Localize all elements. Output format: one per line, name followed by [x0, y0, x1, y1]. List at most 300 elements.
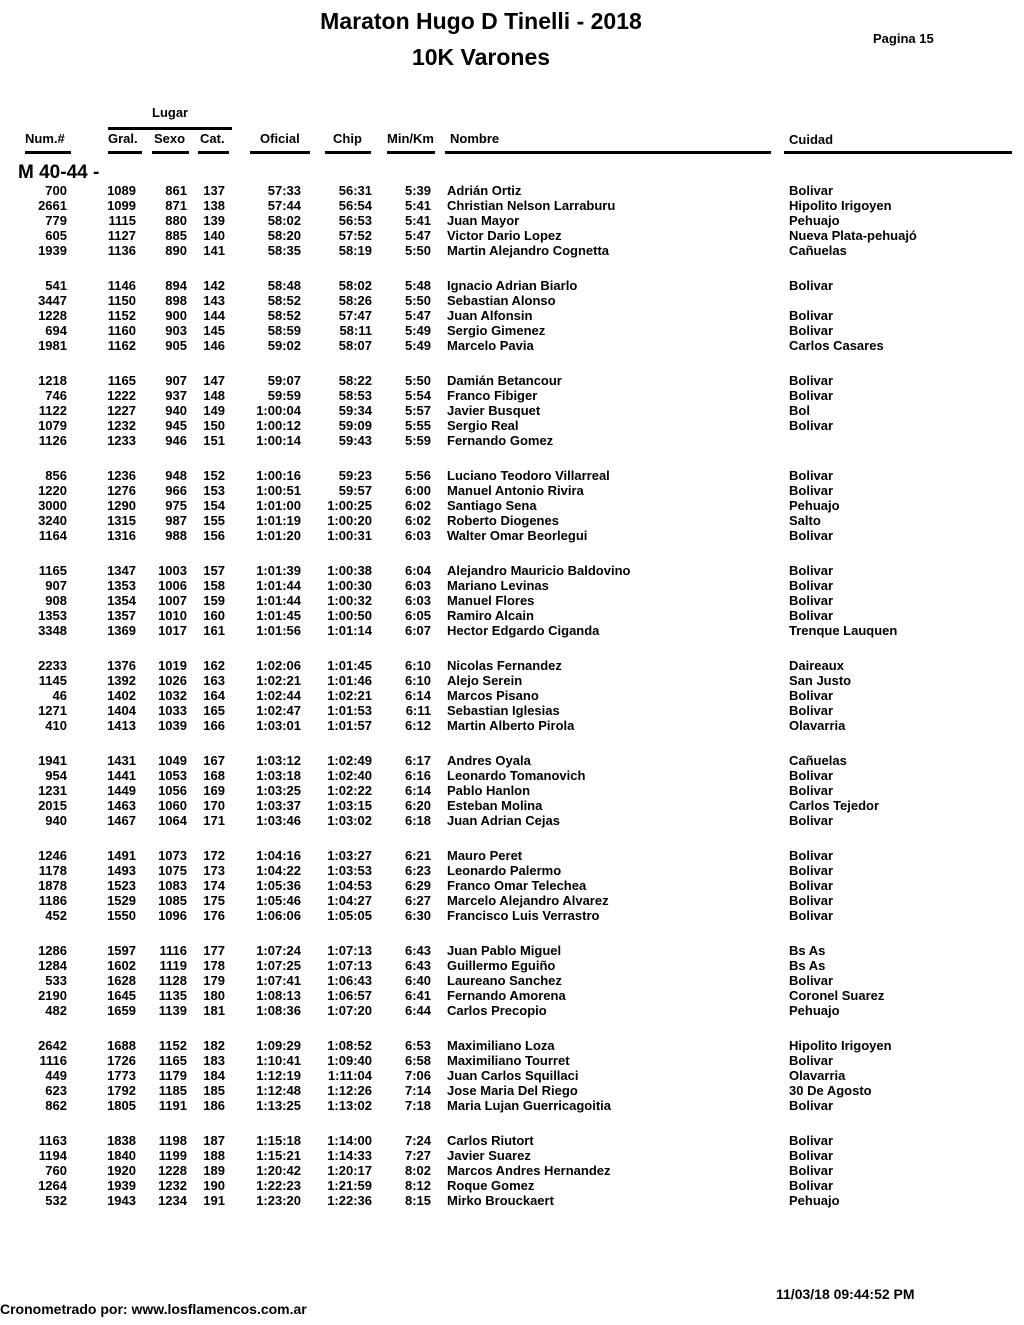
- runner-city: Bolivar: [789, 183, 834, 198]
- runner-name: Manuel Flores: [447, 593, 535, 609]
- table-row: [0, 1098, 1024, 1113]
- bib-number: 1264: [38, 1178, 67, 1194]
- place-gender: 900: [165, 308, 187, 324]
- place-general: 1628: [107, 973, 136, 989]
- column-header-ciudad: Cuidad: [789, 132, 834, 147]
- time-official: 1:15:18: [256, 1133, 301, 1148]
- runner-name: Ignacio Adrian Biarlo: [447, 278, 578, 293]
- runner-city: Bolivar: [789, 278, 834, 293]
- place-category: 188: [203, 1148, 225, 1164]
- bib-number: 1163: [38, 1133, 67, 1148]
- bib-number: 1939: [38, 243, 67, 259]
- runner-name: Adrián Ortiz: [447, 183, 522, 198]
- bib-number: 623: [45, 1083, 67, 1099]
- time-official: 1:10:41: [256, 1053, 301, 1069]
- runner-name: Santiago Sena: [447, 498, 537, 514]
- runner-name: Martin Alberto Pirola: [447, 718, 575, 734]
- place-gender: 1019: [158, 658, 187, 673]
- table-row: [0, 338, 1024, 353]
- place-general: 1491: [107, 848, 136, 863]
- time-official: 1:00:16: [256, 468, 301, 483]
- pace: 6:14: [404, 783, 431, 799]
- place-general: 1597: [107, 943, 136, 958]
- runner-name: Javier Suarez: [447, 1148, 531, 1164]
- bib-number: 907: [45, 578, 67, 594]
- place-general: 1943: [107, 1193, 136, 1209]
- time-official: 1:06:06: [256, 908, 301, 924]
- pace: 6:18: [404, 813, 431, 829]
- runner-city: Bolivar: [789, 308, 834, 324]
- place-gender: 966: [165, 483, 187, 499]
- place-category: 158: [203, 578, 225, 594]
- time-official: 1:20:42: [256, 1163, 301, 1179]
- time-official: 57:44: [267, 198, 301, 214]
- runner-city: Bolivar: [789, 813, 834, 829]
- table-row: [0, 1083, 1024, 1098]
- place-general: 1441: [107, 768, 136, 784]
- time-chip: 1:20:17: [327, 1163, 372, 1179]
- time-official: 1:03:12: [256, 753, 301, 768]
- time-chip: 1:03:53: [327, 863, 372, 879]
- time-official: 58:35: [267, 243, 301, 259]
- ciudad-underline: [784, 151, 1012, 154]
- table-row: [0, 893, 1024, 908]
- place-category: 160: [203, 608, 225, 624]
- place-category: 181: [203, 1003, 225, 1019]
- table-row: [0, 388, 1024, 403]
- pace: 6:23: [404, 863, 431, 879]
- table-row: [0, 973, 1024, 988]
- time-chip: 1:07:13: [327, 943, 372, 958]
- runner-name: Sebastian Alonso: [447, 293, 556, 309]
- runner-name: Marcelo Pavia: [447, 338, 534, 354]
- place-gender: 1010: [158, 608, 187, 624]
- place-gender: 894: [165, 278, 187, 293]
- table-row: [0, 1068, 1024, 1083]
- runner-city: Bolivar: [789, 863, 834, 879]
- time-official: 1:01:20: [256, 528, 301, 544]
- runner-city: Bolivar: [789, 893, 834, 909]
- time-official: 1:04:22: [256, 863, 301, 879]
- pace: 6:02: [404, 498, 431, 514]
- time-official: 1:03:25: [256, 783, 301, 799]
- place-category: 140: [203, 228, 225, 244]
- place-general: 1467: [107, 813, 136, 829]
- time-chip: 1:02:22: [327, 783, 372, 799]
- place-gender: 1234: [158, 1193, 187, 1209]
- pace: 6:21: [404, 848, 431, 863]
- runner-name: Sebastian Iglesias: [447, 703, 560, 719]
- place-general: 1160: [107, 323, 136, 339]
- time-chip: 1:03:15: [327, 798, 372, 814]
- time-chip: 1:00:25: [327, 498, 372, 514]
- place-general: 1659: [107, 1003, 136, 1019]
- bib-number: 449: [45, 1068, 67, 1084]
- place-category: 157: [203, 563, 225, 578]
- pace: 6:17: [404, 753, 431, 768]
- time-official: 1:03:37: [256, 798, 301, 814]
- place-category: 144: [203, 308, 225, 324]
- pace: 5:54: [404, 388, 431, 404]
- time-chip: 57:52: [338, 228, 372, 244]
- place-gender: 1179: [158, 1068, 187, 1084]
- pace: 5:56: [404, 468, 431, 483]
- bib-number: 779: [45, 213, 67, 229]
- bib-number: 2661: [38, 198, 67, 214]
- time-official: 1:01:19: [256, 513, 301, 529]
- runner-city: Cañuelas: [789, 243, 847, 259]
- bib-number: 452: [45, 908, 67, 924]
- time-chip: 56:54: [338, 198, 372, 214]
- bib-number: 2642: [38, 1038, 67, 1053]
- table-row: [0, 673, 1024, 688]
- time-chip: 58:07: [338, 338, 372, 354]
- time-chip: 1:06:57: [327, 988, 372, 1004]
- time-chip: 1:05:05: [327, 908, 372, 924]
- bib-number: 1228: [38, 308, 67, 324]
- time-official: 1:02:47: [256, 703, 301, 719]
- place-gender: 1085: [158, 893, 187, 909]
- time-official: 58:52: [267, 308, 301, 324]
- place-gender: 1075: [158, 863, 187, 879]
- place-general: 1127: [107, 228, 136, 244]
- runner-city: Bolivar: [789, 528, 834, 544]
- bib-number: 2233: [38, 658, 67, 673]
- place-general: 1165: [107, 373, 136, 388]
- runner-city: Salto: [789, 513, 821, 529]
- time-official: 58:48: [267, 278, 301, 293]
- table-row: [0, 863, 1024, 878]
- place-category: 163: [203, 673, 225, 689]
- table-row: [0, 213, 1024, 228]
- time-chip: 1:11:04: [327, 1068, 372, 1084]
- place-general: 1529: [107, 893, 136, 909]
- runner-city: Olavarria: [789, 1068, 846, 1084]
- table-row: [0, 308, 1024, 323]
- num-underline: [25, 151, 71, 154]
- place-general: 1233: [107, 433, 136, 449]
- bib-number: 1286: [38, 943, 67, 958]
- runner-city: Carlos Tejedor: [789, 798, 880, 814]
- table-row: [0, 578, 1024, 593]
- runner-name: Leonardo Palermo: [447, 863, 562, 879]
- time-chip: 59:43: [338, 433, 372, 449]
- place-category: 190: [203, 1178, 225, 1194]
- pace: 5:41: [404, 198, 431, 214]
- time-chip: 56:31: [338, 183, 372, 198]
- runner-city: Bolivar: [789, 593, 834, 609]
- pace: 6:02: [404, 513, 431, 529]
- table-row: [0, 1133, 1024, 1148]
- place-category: 169: [203, 783, 225, 799]
- runner-city: Carlos Casares: [789, 338, 884, 354]
- place-general: 1136: [107, 243, 136, 259]
- runner-city: Cañuelas: [789, 753, 847, 768]
- table-row: [0, 1163, 1024, 1178]
- time-chip: 56:53: [338, 213, 372, 229]
- runner-city: Bolivar: [789, 908, 834, 924]
- time-chip: 59:57: [338, 483, 372, 499]
- bib-number: 3447: [38, 293, 67, 309]
- runner-name: Ramiro Alcain: [447, 608, 534, 624]
- place-category: 175: [203, 893, 225, 909]
- runner-city: Bolivar: [789, 578, 834, 594]
- runner-name: Carlos Riutort: [447, 1133, 534, 1148]
- table-row: [0, 243, 1024, 258]
- bib-number: 1271: [38, 703, 67, 719]
- table-row: [0, 1178, 1024, 1193]
- time-chip: 57:47: [338, 308, 372, 324]
- bib-number: 1194: [38, 1148, 67, 1164]
- place-gender: 946: [165, 433, 187, 449]
- time-chip: 1:02:49: [327, 753, 372, 768]
- pace: 5:41: [404, 213, 431, 229]
- time-official: 58:59: [267, 323, 301, 339]
- lugar-underline: [108, 127, 232, 130]
- place-general: 1357: [107, 608, 136, 624]
- time-official: 1:01:44: [256, 593, 301, 609]
- time-chip: 1:01:57: [327, 718, 372, 734]
- place-general: 1222: [107, 388, 136, 404]
- bib-number: 1164: [38, 528, 67, 544]
- time-chip: 58:19: [338, 243, 372, 259]
- column-header-gral: Gral.: [108, 131, 138, 146]
- pace: 7:24: [404, 1133, 431, 1148]
- place-category: 168: [203, 768, 225, 784]
- runner-city: Pehuajo: [789, 213, 840, 229]
- time-chip: 1:00:20: [327, 513, 372, 529]
- runner-city: Bolivar: [789, 848, 834, 863]
- pace: 6:07: [404, 623, 431, 639]
- time-official: 1:12:48: [256, 1083, 301, 1099]
- pace: 6:03: [404, 578, 431, 594]
- table-row: [0, 718, 1024, 733]
- place-gender: 937: [165, 388, 187, 404]
- runner-name: Christian Nelson Larraburu: [447, 198, 616, 214]
- time-official: 1:05:46: [256, 893, 301, 909]
- time-official: 1:13:25: [256, 1098, 301, 1114]
- time-chip: 1:01:45: [327, 658, 372, 673]
- place-category: 176: [203, 908, 225, 924]
- runner-name: Maximiliano Loza: [447, 1038, 555, 1053]
- place-category: 156: [203, 528, 225, 544]
- place-general: 1162: [107, 338, 136, 354]
- place-gender: 1199: [158, 1148, 187, 1164]
- place-gender: 1191: [158, 1098, 187, 1114]
- time-official: 1:02:44: [256, 688, 301, 704]
- runner-city: Bs As: [789, 943, 826, 958]
- pace: 5:59: [404, 433, 431, 449]
- lugar-header: Lugar: [152, 105, 189, 120]
- place-general: 1840: [107, 1148, 136, 1164]
- place-general: 1402: [107, 688, 136, 704]
- minkm-underline: [387, 151, 435, 154]
- time-chip: 58:26: [338, 293, 372, 309]
- bib-number: 1218: [38, 373, 67, 388]
- runner-city: Trenque Lauquen: [789, 623, 898, 639]
- bib-number: 694: [45, 323, 67, 339]
- time-official: 1:09:29: [256, 1038, 301, 1053]
- pace: 5:50: [404, 243, 431, 259]
- column-header-cat: Cat.: [200, 131, 225, 146]
- place-gender: 885: [165, 228, 187, 244]
- time-chip: 1:04:27: [327, 893, 372, 909]
- table-row: [0, 958, 1024, 973]
- time-chip: 1:22:36: [327, 1193, 372, 1209]
- runner-name: Marcelo Alejandro Alvarez: [447, 893, 609, 909]
- time-official: 1:03:18: [256, 768, 301, 784]
- place-general: 1369: [107, 623, 136, 639]
- runner-city: Hipolito Irigoyen: [789, 198, 892, 214]
- pace: 5:39: [404, 183, 431, 198]
- place-gender: 1135: [158, 988, 187, 1004]
- place-gender: 1003: [158, 563, 187, 578]
- place-category: 146: [203, 338, 225, 354]
- pace: 7:18: [404, 1098, 431, 1114]
- bib-number: 482: [45, 1003, 67, 1019]
- runner-city: Bolivar: [789, 878, 834, 894]
- time-official: 1:07:41: [256, 973, 301, 989]
- time-chip: 58:11: [339, 323, 372, 339]
- cat-underline: [198, 151, 229, 154]
- place-category: 137: [203, 183, 225, 198]
- pace: 6:44: [404, 1003, 431, 1019]
- place-gender: 1165: [158, 1053, 187, 1069]
- place-category: 191: [203, 1193, 225, 1209]
- runner-city: Bolivar: [789, 1133, 834, 1148]
- page-number: Pagina 15: [873, 31, 934, 46]
- table-row: [0, 988, 1024, 1003]
- bib-number: 700: [45, 183, 67, 198]
- bib-number: 410: [45, 718, 67, 734]
- place-general: 1792: [107, 1083, 136, 1099]
- place-gender: 1026: [158, 673, 187, 689]
- table-row: [0, 608, 1024, 623]
- time-chip: 1:14:33: [327, 1148, 372, 1164]
- table-row: [0, 418, 1024, 433]
- runner-name: Juan Adrian Cejas: [447, 813, 560, 829]
- place-category: 165: [203, 703, 225, 719]
- bib-number: 1122: [38, 403, 67, 419]
- time-chip: 59:23: [338, 468, 372, 483]
- place-gender: 1033: [158, 703, 187, 719]
- place-general: 1099: [107, 198, 136, 214]
- bib-number: 856: [45, 468, 67, 483]
- bib-number: 46: [52, 688, 67, 704]
- bib-number: 532: [45, 1193, 67, 1209]
- time-official: 1:00:51: [256, 483, 301, 499]
- place-general: 1431: [107, 753, 136, 768]
- time-chip: 1:07:20: [327, 1003, 372, 1019]
- runner-name: Hector Edgardo Ciganda: [447, 623, 600, 639]
- place-category: 186: [203, 1098, 225, 1114]
- place-category: 174: [203, 878, 225, 894]
- place-category: 164: [203, 688, 225, 704]
- time-official: 1:22:23: [256, 1178, 301, 1194]
- table-row: [0, 498, 1024, 513]
- pace: 5:57: [404, 403, 431, 419]
- nombre-underline: [445, 151, 771, 154]
- place-general: 1152: [107, 308, 136, 324]
- table-row: [0, 228, 1024, 243]
- pace: 6:05: [404, 608, 431, 624]
- place-category: 155: [203, 513, 225, 529]
- runner-name: Sergio Real: [447, 418, 519, 434]
- runner-name: Roque Gomez: [447, 1178, 535, 1194]
- place-general: 1392: [107, 673, 136, 689]
- place-category: 183: [203, 1053, 225, 1069]
- time-official: 1:08:13: [256, 988, 301, 1004]
- runner-name: Maximiliano Tourret: [447, 1053, 570, 1069]
- place-category: 159: [203, 593, 225, 609]
- place-gender: 988: [165, 528, 187, 544]
- place-gender: 1119: [159, 958, 187, 974]
- chip-underline: [325, 151, 371, 154]
- place-gender: 1185: [158, 1083, 187, 1099]
- time-chip: 1:02:40: [327, 768, 372, 784]
- time-chip: 1:01:46: [327, 673, 372, 689]
- column-header-chip: Chip: [333, 131, 362, 146]
- bib-number: 1231: [38, 783, 67, 799]
- place-gender: 1228: [158, 1163, 187, 1179]
- place-general: 1236: [107, 468, 136, 483]
- time-chip: 1:09:40: [327, 1053, 372, 1069]
- runner-name: Nicolas Fernandez: [447, 658, 562, 673]
- pace: 8:12: [404, 1178, 431, 1194]
- place-category: 167: [203, 753, 225, 768]
- bib-number: 1941: [38, 753, 67, 768]
- column-header-sexo: Sexo: [154, 131, 186, 146]
- table-row: [0, 563, 1024, 578]
- table-row: [0, 908, 1024, 923]
- table-row: [0, 943, 1024, 958]
- runner-name: Victor Dario Lopez: [447, 228, 562, 244]
- place-category: 189: [203, 1163, 225, 1179]
- runner-name: Pablo Hanlon: [447, 783, 531, 799]
- place-general: 1550: [107, 908, 136, 924]
- place-gender: 1049: [158, 753, 187, 768]
- time-official: 1:02:06: [256, 658, 301, 673]
- gral-underline: [108, 151, 142, 154]
- place-general: 1493: [107, 863, 136, 879]
- bib-number: 862: [45, 1098, 67, 1114]
- runner-city: Daireaux: [789, 658, 844, 673]
- runner-city: Bolivar: [789, 468, 834, 483]
- runner-name: Marcos Pisano: [447, 688, 539, 704]
- place-category: 177: [203, 943, 225, 958]
- place-gender: 1064: [158, 813, 187, 829]
- place-gender: 1060: [158, 798, 187, 814]
- place-gender: 1053: [158, 768, 187, 784]
- table-row: [0, 323, 1024, 338]
- time-official: 1:12:19: [256, 1068, 301, 1084]
- bib-number: 3240: [38, 513, 67, 529]
- place-general: 1089: [107, 183, 136, 198]
- time-chip: 1:12:26: [327, 1083, 372, 1099]
- runner-name: Marcos Andres Hernandez: [447, 1163, 611, 1179]
- bib-number: 1246: [38, 848, 67, 863]
- pace: 6:20: [404, 798, 431, 814]
- runner-city: Pehuajo: [789, 498, 840, 514]
- bib-number: 1178: [38, 863, 67, 879]
- runner-city: Bolivar: [789, 563, 834, 578]
- bib-number: 533: [45, 973, 67, 989]
- place-category: 147: [203, 373, 225, 388]
- runner-name: Franco Omar Telechea: [447, 878, 587, 894]
- runner-name: Martin Alejandro Cognetta: [447, 243, 610, 259]
- place-general: 1463: [107, 798, 136, 814]
- place-general: 1939: [107, 1178, 136, 1194]
